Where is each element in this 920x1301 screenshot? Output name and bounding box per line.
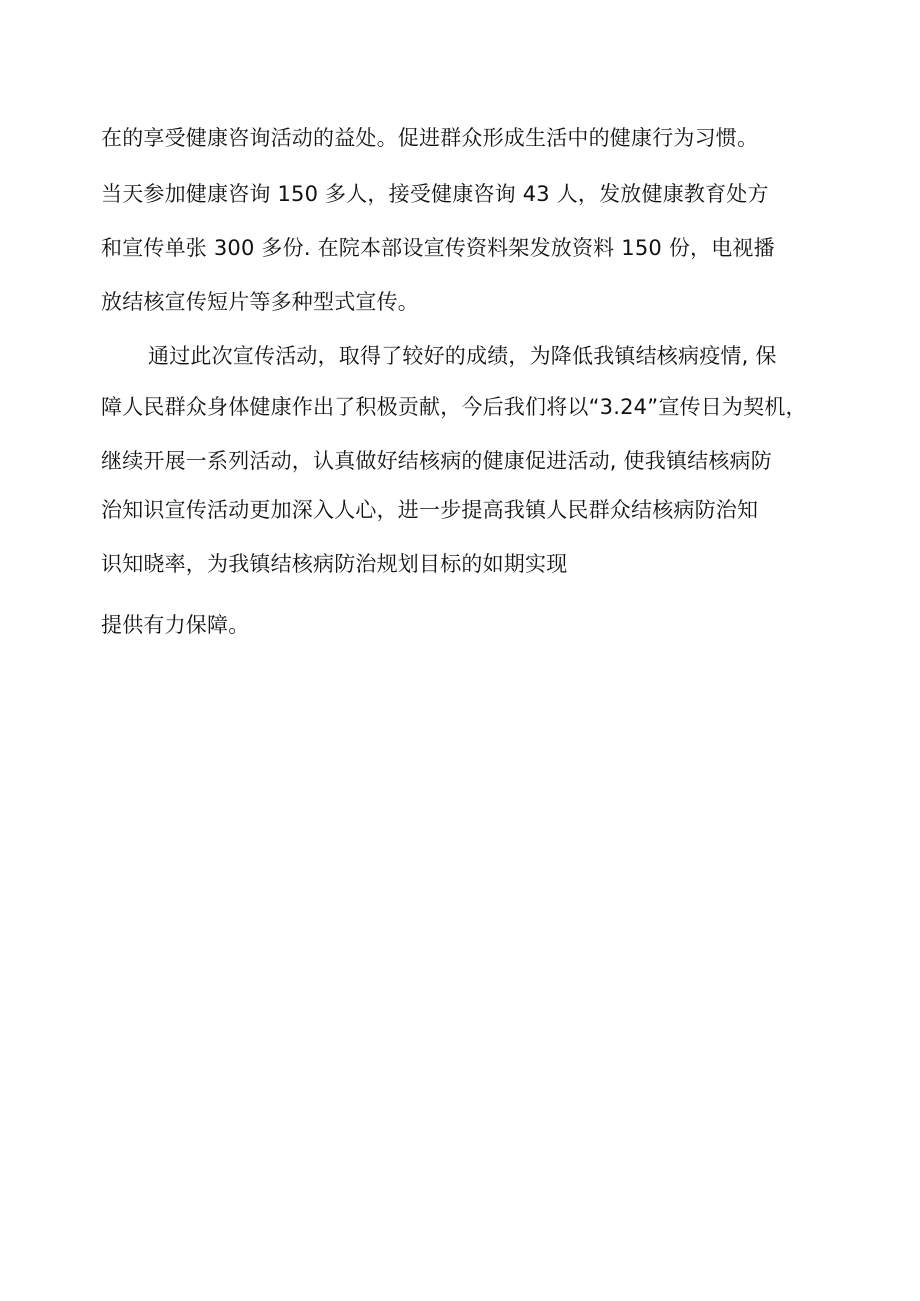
paragraph-line: 当天参加健康咨询 150 多人，接受健康咨询 43 人，发放健康教育处方 (101, 182, 769, 206)
paragraph-line: 识知晓率，为我镇结核病防治规划目标的如期实现 (101, 552, 568, 576)
paragraph-line: 放结核宣传短片等多种型式宣传。 (101, 290, 419, 314)
paragraph-line: 障人民群众身体健康作出了积极贡献，今后我们将以“3.24”宣传日为契机， (101, 395, 807, 419)
paragraph-line: 通过此次宣传活动，取得了较好的成绩，为降低我镇结核病疫情, 保 (148, 344, 777, 368)
paragraph-line: 治知识宣传活动更加深入人心，进一步提高我镇人民群众结核病防治知 (101, 498, 759, 522)
paragraph-line: 继续开展一系列活动，认真做好结核病的健康促进活动, 使我镇结核病防 (101, 449, 772, 473)
paragraph-line: 在的享受健康咨询活动的益处。促进群众形成生活中的健康行为习惯。 (101, 126, 759, 150)
paragraph-line: 提供有力保障。 (101, 613, 250, 637)
paragraph-line: 和宣传单张 300 多份. 在院本部设宣传资料架发放资料 150 份，电视播 (101, 236, 775, 260)
